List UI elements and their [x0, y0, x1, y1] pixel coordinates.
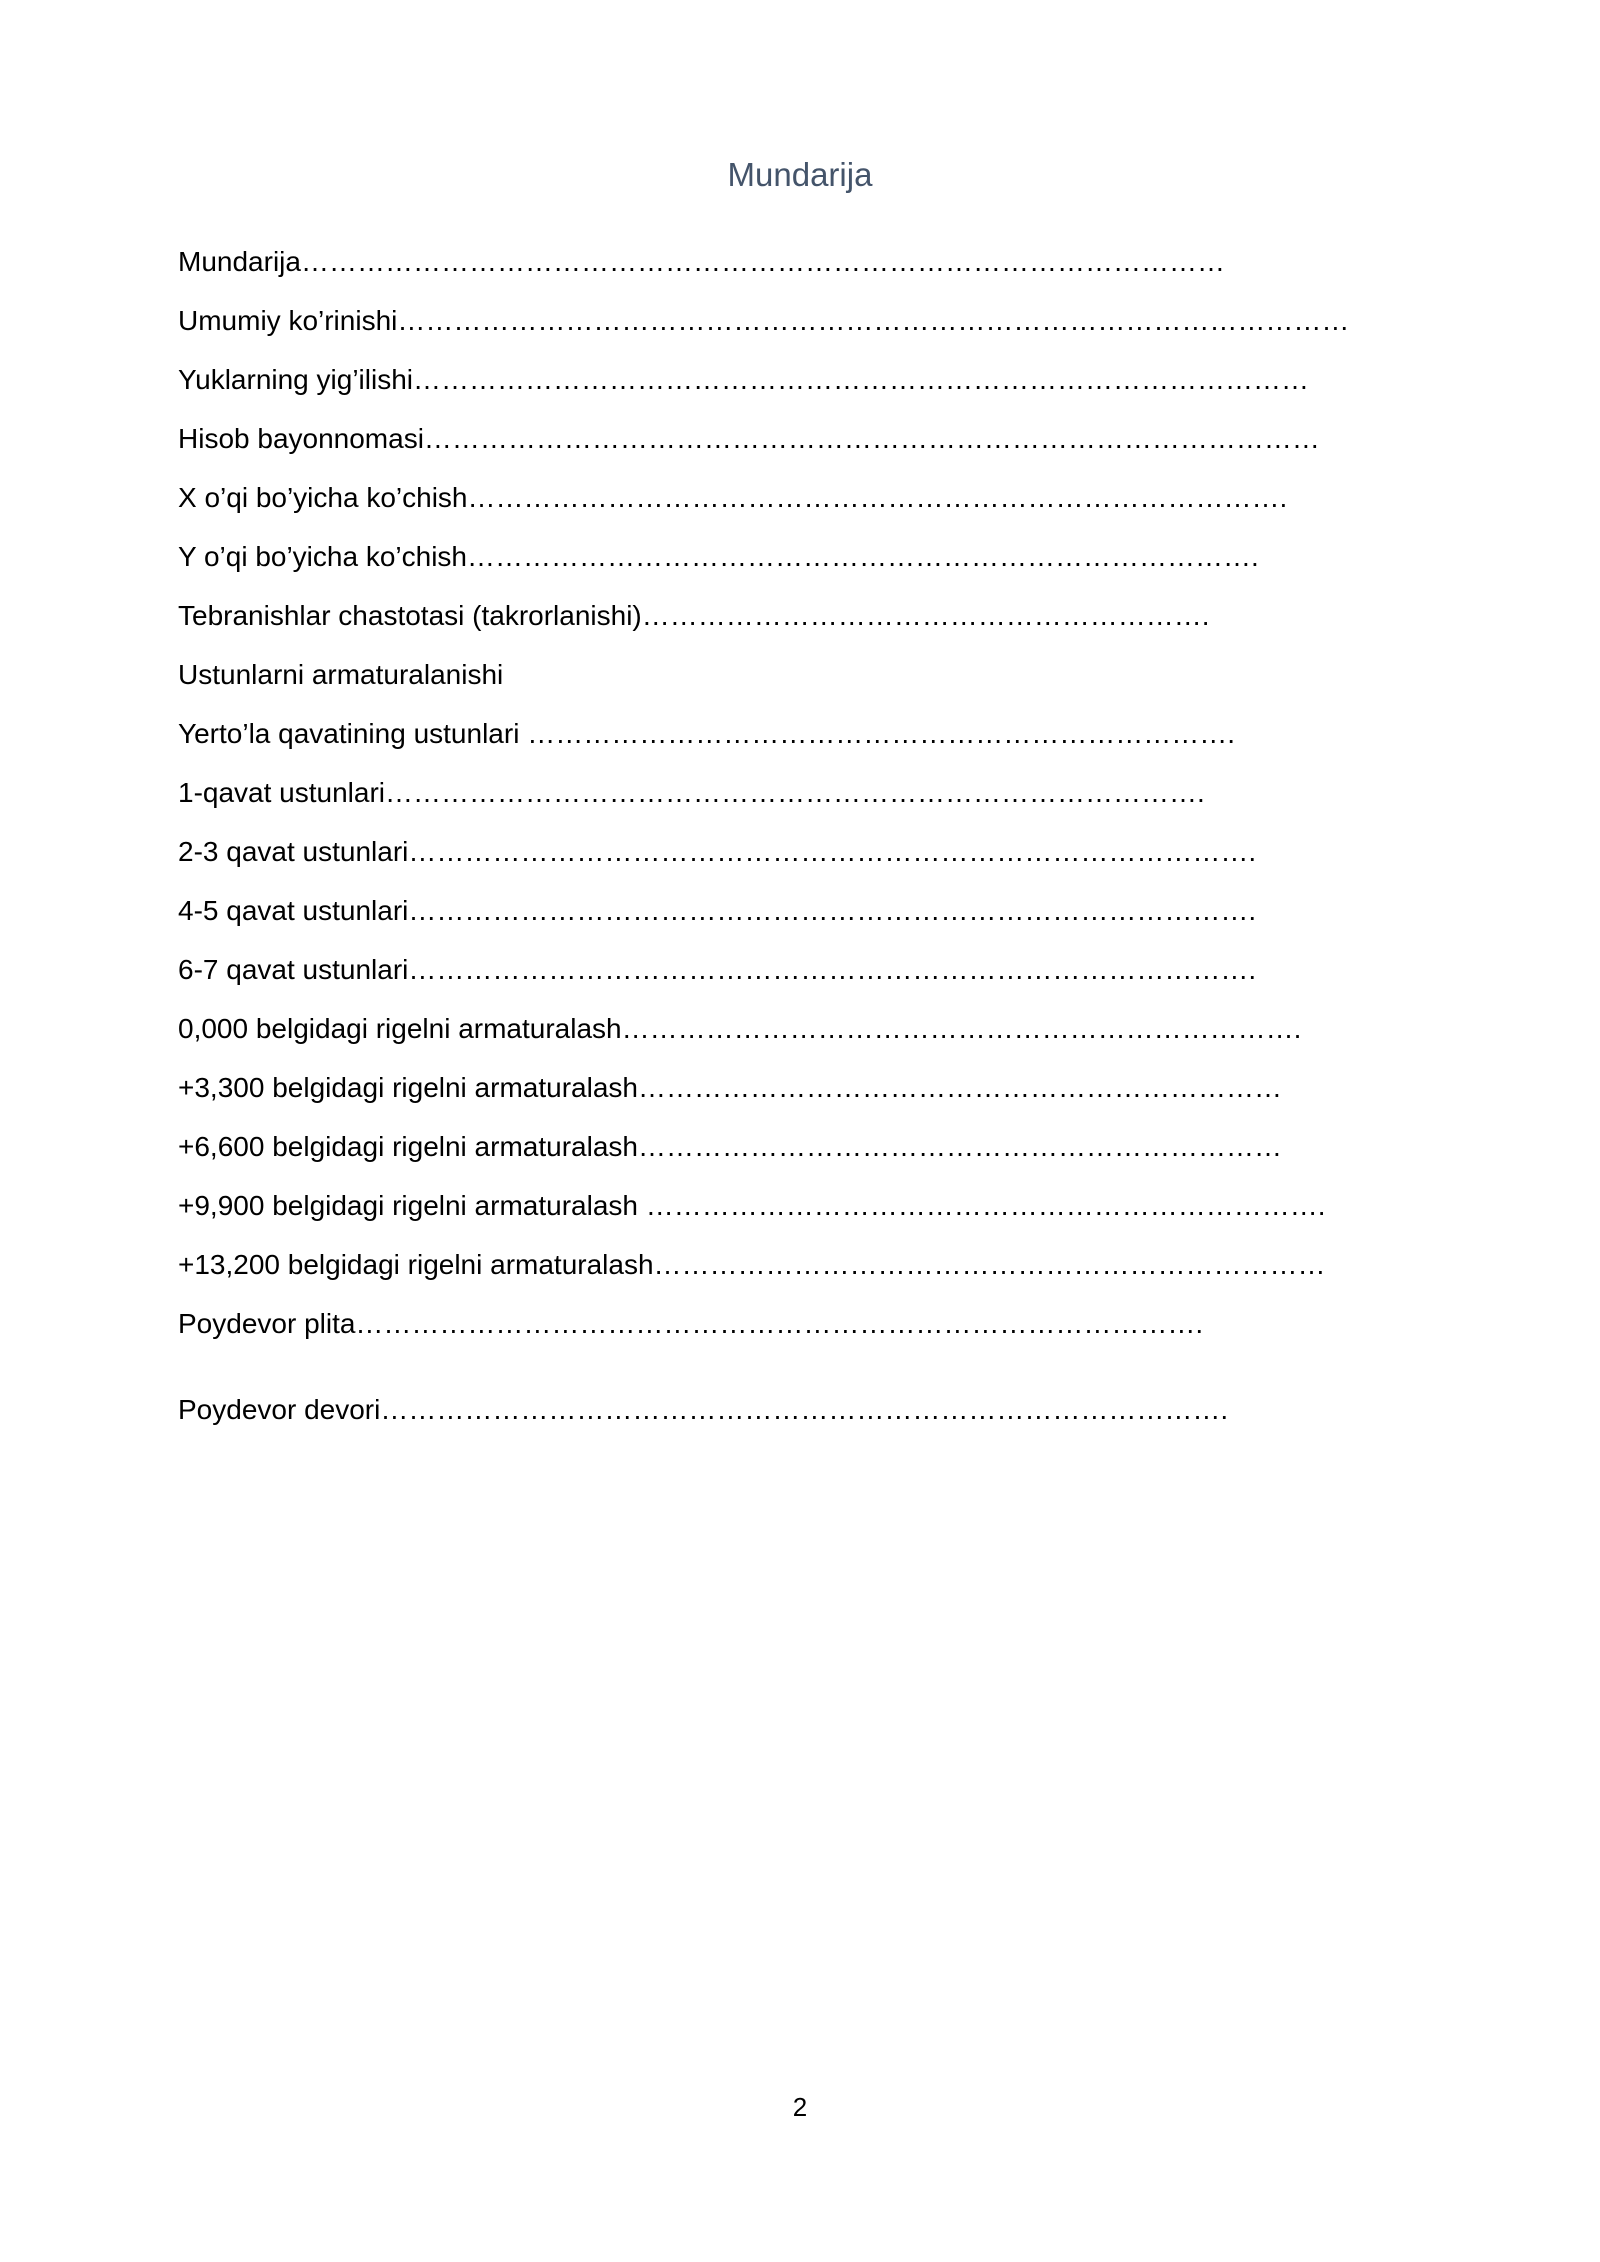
toc-entry[interactable]: 4-5 qavat ustunlari………………………………………………………………………………. [178, 895, 1257, 926]
toc-entry[interactable]: Poydevor plita………………………………………………………………………………. [178, 1308, 1204, 1339]
toc-entry[interactable]: +9,900 belgidagi rigelni armaturalash ………………………………………………………………. [178, 1190, 1326, 1221]
toc-entry[interactable]: Poydevor devori………………………………………………………………………………. [178, 1394, 1229, 1425]
toc-entry[interactable]: 1-qavat ustunlari……………………………………………………………………………. [178, 777, 1205, 808]
toc-entry[interactable]: Yerto’la qavatining ustunlari …………………………………………………………………. [178, 718, 1235, 749]
toc-entry[interactable]: Tebranishlar chastotasi (takrorlanishi)……………………………………………………. [178, 600, 1210, 631]
toc-entry[interactable]: 6-7 qavat ustunlari………………………………………………………………………………. [178, 954, 1257, 985]
toc-entry[interactable]: X o’qi bo’yicha ko’chish……………………………………………………………………………. [178, 482, 1288, 513]
toc-entry[interactable]: +3,300 belgidagi rigelni armaturalash…………………………………………………………… [178, 1072, 1282, 1103]
page-number: 2 [792, 2092, 808, 2122]
toc-entry[interactable]: +13,200 belgidagi rigelni armaturalash……………………………………………………………… [178, 1249, 1326, 1280]
toc-entry[interactable]: Yuklarning yig’ilishi…………………………………………………………………………………… [178, 364, 1310, 395]
toc-entry[interactable]: 2-3 qavat ustunlari………………………………………………………………………………. [178, 836, 1257, 867]
toc-entry[interactable]: Hisob bayonnomasi…………………………………………………………………………………… [178, 423, 1320, 454]
toc-entry[interactable]: Ustunlarni armaturalanishi [178, 659, 504, 690]
table-of-contents [178, 237, 1478, 1444]
toc-entry[interactable]: Mundarija……………………………………………………………………………………… [178, 246, 1225, 277]
toc-entry[interactable]: +6,600 belgidagi rigelni armaturalash…………………………………………………………… [178, 1131, 1282, 1162]
toc-entry[interactable]: 0,000 belgidagi rigelni armaturalash………………………………………………………………. [178, 1013, 1302, 1044]
toc-heading: Mundarija [727, 156, 873, 193]
toc-entry[interactable]: Umumiy ko’rinishi………………………………………………………………………………………… [178, 305, 1350, 336]
toc-entry[interactable]: Y o’qi bo’yicha ko’chish…………………………………………………………………………. [178, 541, 1259, 572]
